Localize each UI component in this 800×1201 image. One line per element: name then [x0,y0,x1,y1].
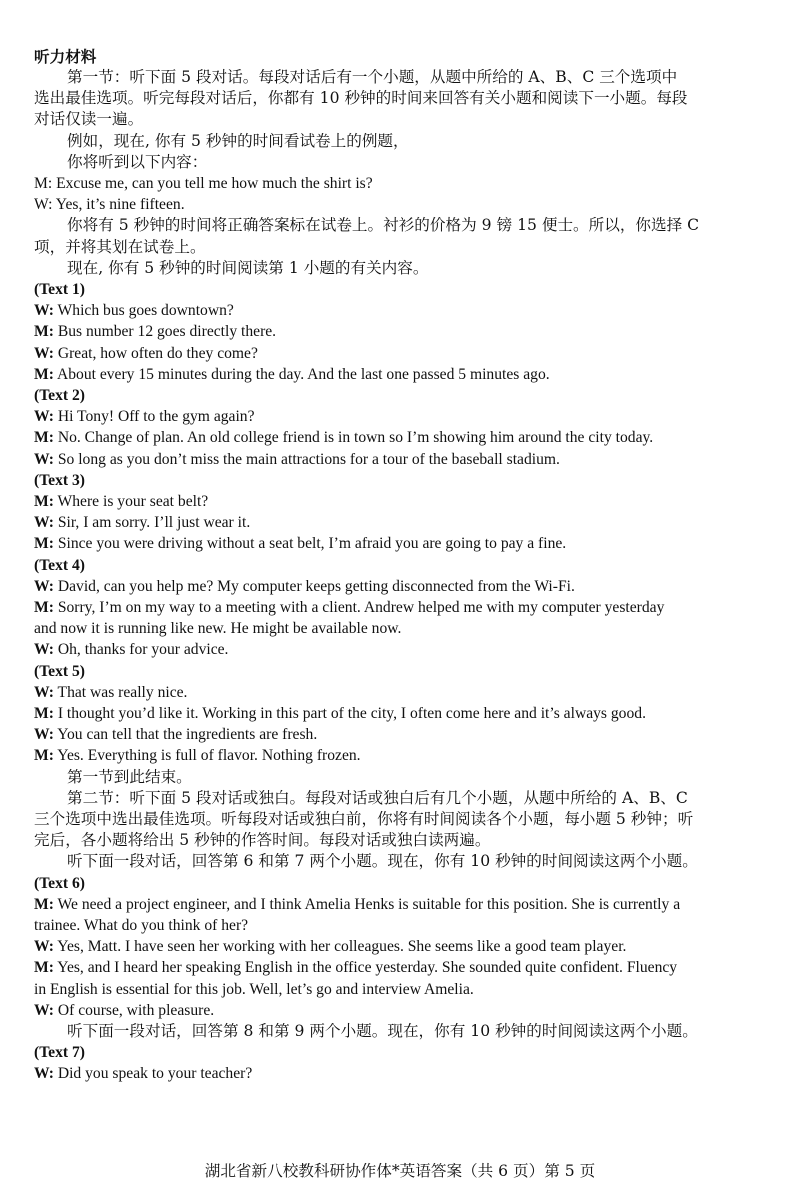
utterance: We need a project engineer, and I think Amelia Henks is suitable for this position. She is currently a [53,895,681,913]
page-footer: 湖北省新八校教科研协作体*英语答案（共 6 页）第 5 页 [204,1162,596,1180]
utterance: I thought you’d like it. Working in this part of the city, I often come here and it’s always good. [53,705,646,722]
dialog-line [34,173,774,194]
speaker-label: M: [34,895,54,913]
speaker-label: M: [34,747,54,765]
utterance: Excuse me, can you tell me how much the shirt is? [52,175,373,192]
text-heading: (Text 2) [34,387,85,404]
instruction-line: 现在, 你有 5 秒钟的时间阅读第 1 小题的有关内容。 [67,258,429,277]
dialog-line [34,576,774,597]
dialog-line [34,894,774,915]
dialog-line [34,936,774,957]
dialog-line [34,427,774,448]
utterance: No. Change of plan. An old college friend is in town so I’m showing him around the city today. [53,429,654,447]
instruction-line: 听下面一段对话，回答第 6 和第 7 两个小题。现在，你有 10 秒钟的时间阅读这两个小题。 [67,852,698,871]
dialog-line [34,512,774,533]
text-heading: (Text 5) [34,662,85,680]
dialog-continuation: in English is essential for this job. Well, let’s go and interview Amelia. [34,980,474,998]
dialog-line [34,639,774,660]
instruction-line: 三个选项中选出最佳选项。听每段对话或独白前，你将有时间阅读各个小题，每小题 5 秒钟；听 [34,810,694,828]
utterance: Yes, it’s nine fifteen. [52,196,185,214]
speaker-label: W: [34,683,54,701]
speaker-label: W: [34,1001,54,1019]
dialog-line [34,533,774,554]
utterance: About every 15 minutes during the day. And the last one passed 5 minutes ago. [53,365,550,383]
instruction-line: 完后，各小题将给出 5 秒钟的作答时间。每段对话或独白读两遍。 [34,831,491,850]
instruction-line: 例如，现在, 你有 5 秒钟的时间看试卷上的例题， [67,131,409,150]
speaker-label: W: [34,641,54,659]
utterance: Yes. Everything is full of flavor. Nothing frozen. [53,747,361,765]
text-heading: (Text 7) [34,1044,85,1062]
instruction-line: 第一节到此结束。 [67,767,192,786]
instruction-line: 第一节：听下面 5 段对话。每段对话后有一个小题，从题中所给的 A、B、C 三个选项中 [67,68,678,86]
speaker-label: W: [34,408,54,426]
speaker-label: M: [34,323,54,341]
text-heading: (Text 6) [34,874,85,892]
dialog-line [34,724,774,745]
instruction-line: 你将听到以下内容： [67,152,208,171]
instruction-line: 对话仅读一遍。 [34,110,144,129]
dialog-line [34,449,774,470]
speaker-label: W: [34,344,54,362]
utterance: Yes, Matt. I have seen her working with her colleagues. She seems like a good team player. [53,938,627,956]
utterance: Did you speak to your teacher? [53,1065,253,1083]
speaker-label: W: [34,726,54,744]
utterance: You can tell that the ingredients are fresh. [53,726,318,744]
dialog-line [34,1063,774,1084]
speaker-label: M: [34,493,54,510]
utterance: Oh, thanks for your advice. [53,641,229,659]
dialog-line [34,745,774,766]
utterance: That was really nice. [53,683,188,701]
utterance: Of course, with pleasure. [53,1001,215,1019]
dialog-line [34,1000,774,1021]
instruction-line: 项，并将其划在试卷上。 [34,237,206,256]
dialog-line [34,343,774,364]
dialog-line [34,321,774,342]
utterance: So long as you don’t miss the main attractions for a tour of the baseball stadium. [53,450,560,468]
text-heading: (Text 4) [34,556,85,574]
instruction-line: 听下面一段对话，回答第 8 和第 9 两个小题。现在，你有 10 秒钟的时间阅读这两个小题。 [67,1022,698,1040]
dialog-line [34,364,774,385]
dialog-continuation: and now it is running like new. He might be available now. [34,620,402,638]
utterance: David, can you help me? My computer keeps getting disconnected from the Wi-Fi. [53,577,575,595]
dialog-continuation: trainee. What do you think of her? [34,917,249,934]
utterance: Where is your seat belt? [53,493,209,510]
instruction-line: 选出最佳选项。听完每段对话后，你都有 10 秒钟的时间来回答有关小题和阅读下一小题。每段 [34,89,688,108]
speaker-label: M: [34,959,54,977]
dialog-line [34,491,774,512]
instruction-line: 你将有 5 秒钟的时间将正确答案标在试卷上。衬衫的价格为 9 镑 15 便士。所以，你选择 C [67,216,700,235]
utterance: Hi Tony! Off to the gym again? [53,408,255,426]
page-title: 听力材料 [34,47,97,66]
utterance: Since you were driving without a seat belt, I’m afraid you are going to pay a fine. [53,535,567,553]
utterance: Which bus goes downtown? [53,302,234,320]
instruction-line: 第二节：听下面 5 段对话或独白。每段对话或独白后有几个小题，从题中所给的 A、B、C [67,788,688,807]
speaker-label: M: [34,429,54,447]
speaker-label: M: [34,705,54,722]
speaker-label: M: [34,599,54,616]
speaker-label: W: [34,196,53,214]
text-heading: (Text 3) [34,471,85,489]
utterance: Sorry, I’m on my way to a meeting with a client. Andrew helped me with my computer yesterday [53,599,665,616]
speaker-label: W: [34,450,54,468]
utterance: Bus number 12 goes directly there. [53,323,277,341]
dialog-line [34,957,774,978]
speaker-label: M: [34,175,53,192]
speaker-label: W: [34,938,54,956]
speaker-label: W: [34,514,54,532]
speaker-label: W: [34,302,54,320]
text-heading: (Text 1) [34,281,85,298]
dialog-line [34,597,774,618]
speaker-label: M: [34,535,54,553]
speaker-label: M: [34,365,54,383]
utterance: Yes, and I heard her speaking English in the office yesterday. She sounded quite confident. Fluency [53,959,678,977]
dialog-line [34,300,774,321]
dialog-line [34,682,774,703]
utterance: Sir, I am sorry. I’ll just wear it. [53,514,251,532]
speaker-label: W: [34,577,54,595]
utterance: Great, how often do they come? [53,344,258,362]
dialog-line [34,406,774,427]
dialog-line [34,194,774,215]
speaker-label: W: [34,1065,54,1083]
dialog-line [34,703,774,724]
